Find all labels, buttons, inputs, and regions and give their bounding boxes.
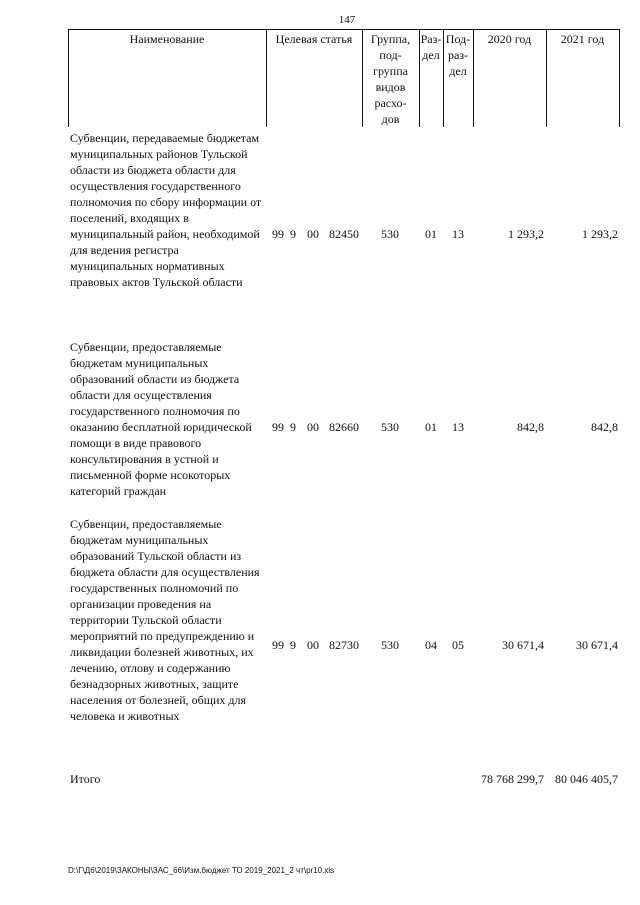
header-section: Раз- дел xyxy=(420,32,442,62)
footer-file-path: D:\Г\Д6\2019\ЗАКОНЫ\ЗАС_66\Изм.бюджет ТО 2019_2021_2 чт\pr10.xls xyxy=(68,866,335,875)
row-subsection: 13 xyxy=(452,420,464,434)
row-subsection: 05 xyxy=(452,638,464,652)
row-name: Субвенции, предоставляемые бюджетам муниципальных образований Тульской области из бюджета области для осуществления государственных полномочий по организации проведения на территории Тульской области мероприятий по предупреждению и ликвидации болезней животных, их лечению, отлову и содержанию безнадзорных животных, защите населения от болезней, общих для человека и животных xyxy=(70,517,260,723)
row-2020: 842,8 xyxy=(517,420,544,434)
row-2021: 1 293,2 xyxy=(582,227,618,241)
total-2021: 80 046 405,7 xyxy=(555,772,618,786)
row-target-main: 00 xyxy=(307,638,319,652)
row-group: 530 xyxy=(381,420,399,434)
row-2020: 1 293,2 xyxy=(508,227,544,241)
row-target-code: 82450 xyxy=(329,227,359,241)
table-header xyxy=(68,29,620,127)
row-2021: 842,8 xyxy=(591,420,618,434)
total-label: Итого xyxy=(70,772,101,786)
row-name: Субвенции, передаваемые бюджетам муниципальных районов Тульской области из бюджета области для осуществления государственного полномочия по сбору информации от поселений, входящих в муниципальный район, необходимой для ведения регистра муниципальных нормативных правовых актов Тульской области xyxy=(70,131,262,289)
header-2021: 2021 год xyxy=(560,32,605,46)
header-name: Наименование xyxy=(129,32,205,46)
row-target-code: 82730 xyxy=(329,638,359,652)
row-target-program: 99 xyxy=(272,638,284,652)
row-section: 04 xyxy=(425,638,437,652)
row-2020: 30 671,4 xyxy=(502,638,544,652)
header-target: Целевая статья xyxy=(275,32,353,46)
header-group: Группа, под- группа видов расхо- дов xyxy=(370,32,411,126)
row-group: 530 xyxy=(381,227,399,241)
row-section: 01 xyxy=(425,227,437,241)
row-target-code: 82660 xyxy=(329,420,359,434)
header-subsection: Под- раз- дел xyxy=(445,32,471,78)
row-group: 530 xyxy=(381,638,399,652)
row-target-program: 99 xyxy=(272,420,284,434)
row-subsection: 13 xyxy=(452,227,464,241)
page-number: 147 xyxy=(338,14,356,26)
row-target-main: 00 xyxy=(307,420,319,434)
row-target-program: 99 xyxy=(272,227,284,241)
row-2021: 30 671,4 xyxy=(576,638,618,652)
table-row xyxy=(0,130,640,306)
row-target-subprogram: 9 xyxy=(290,638,296,652)
row-section: 01 xyxy=(425,420,437,434)
header-2020: 2020 год xyxy=(487,32,532,46)
total-2020: 78 768 299,7 xyxy=(481,772,544,786)
row-name: Субвенции, предоставляемые бюджетам муниципальных образований области из бюджета области для осуществления государственного полномочия по оказанию бесплатной юридической помощи в виде правового консультирования в устной и письменной форме нсокоторых категорий граждан xyxy=(70,340,252,498)
table-row xyxy=(0,516,640,740)
row-target-subprogram: 9 xyxy=(290,227,296,241)
table-row xyxy=(0,339,640,499)
row-target-subprogram: 9 xyxy=(290,420,296,434)
row-target-main: 00 xyxy=(307,227,319,241)
